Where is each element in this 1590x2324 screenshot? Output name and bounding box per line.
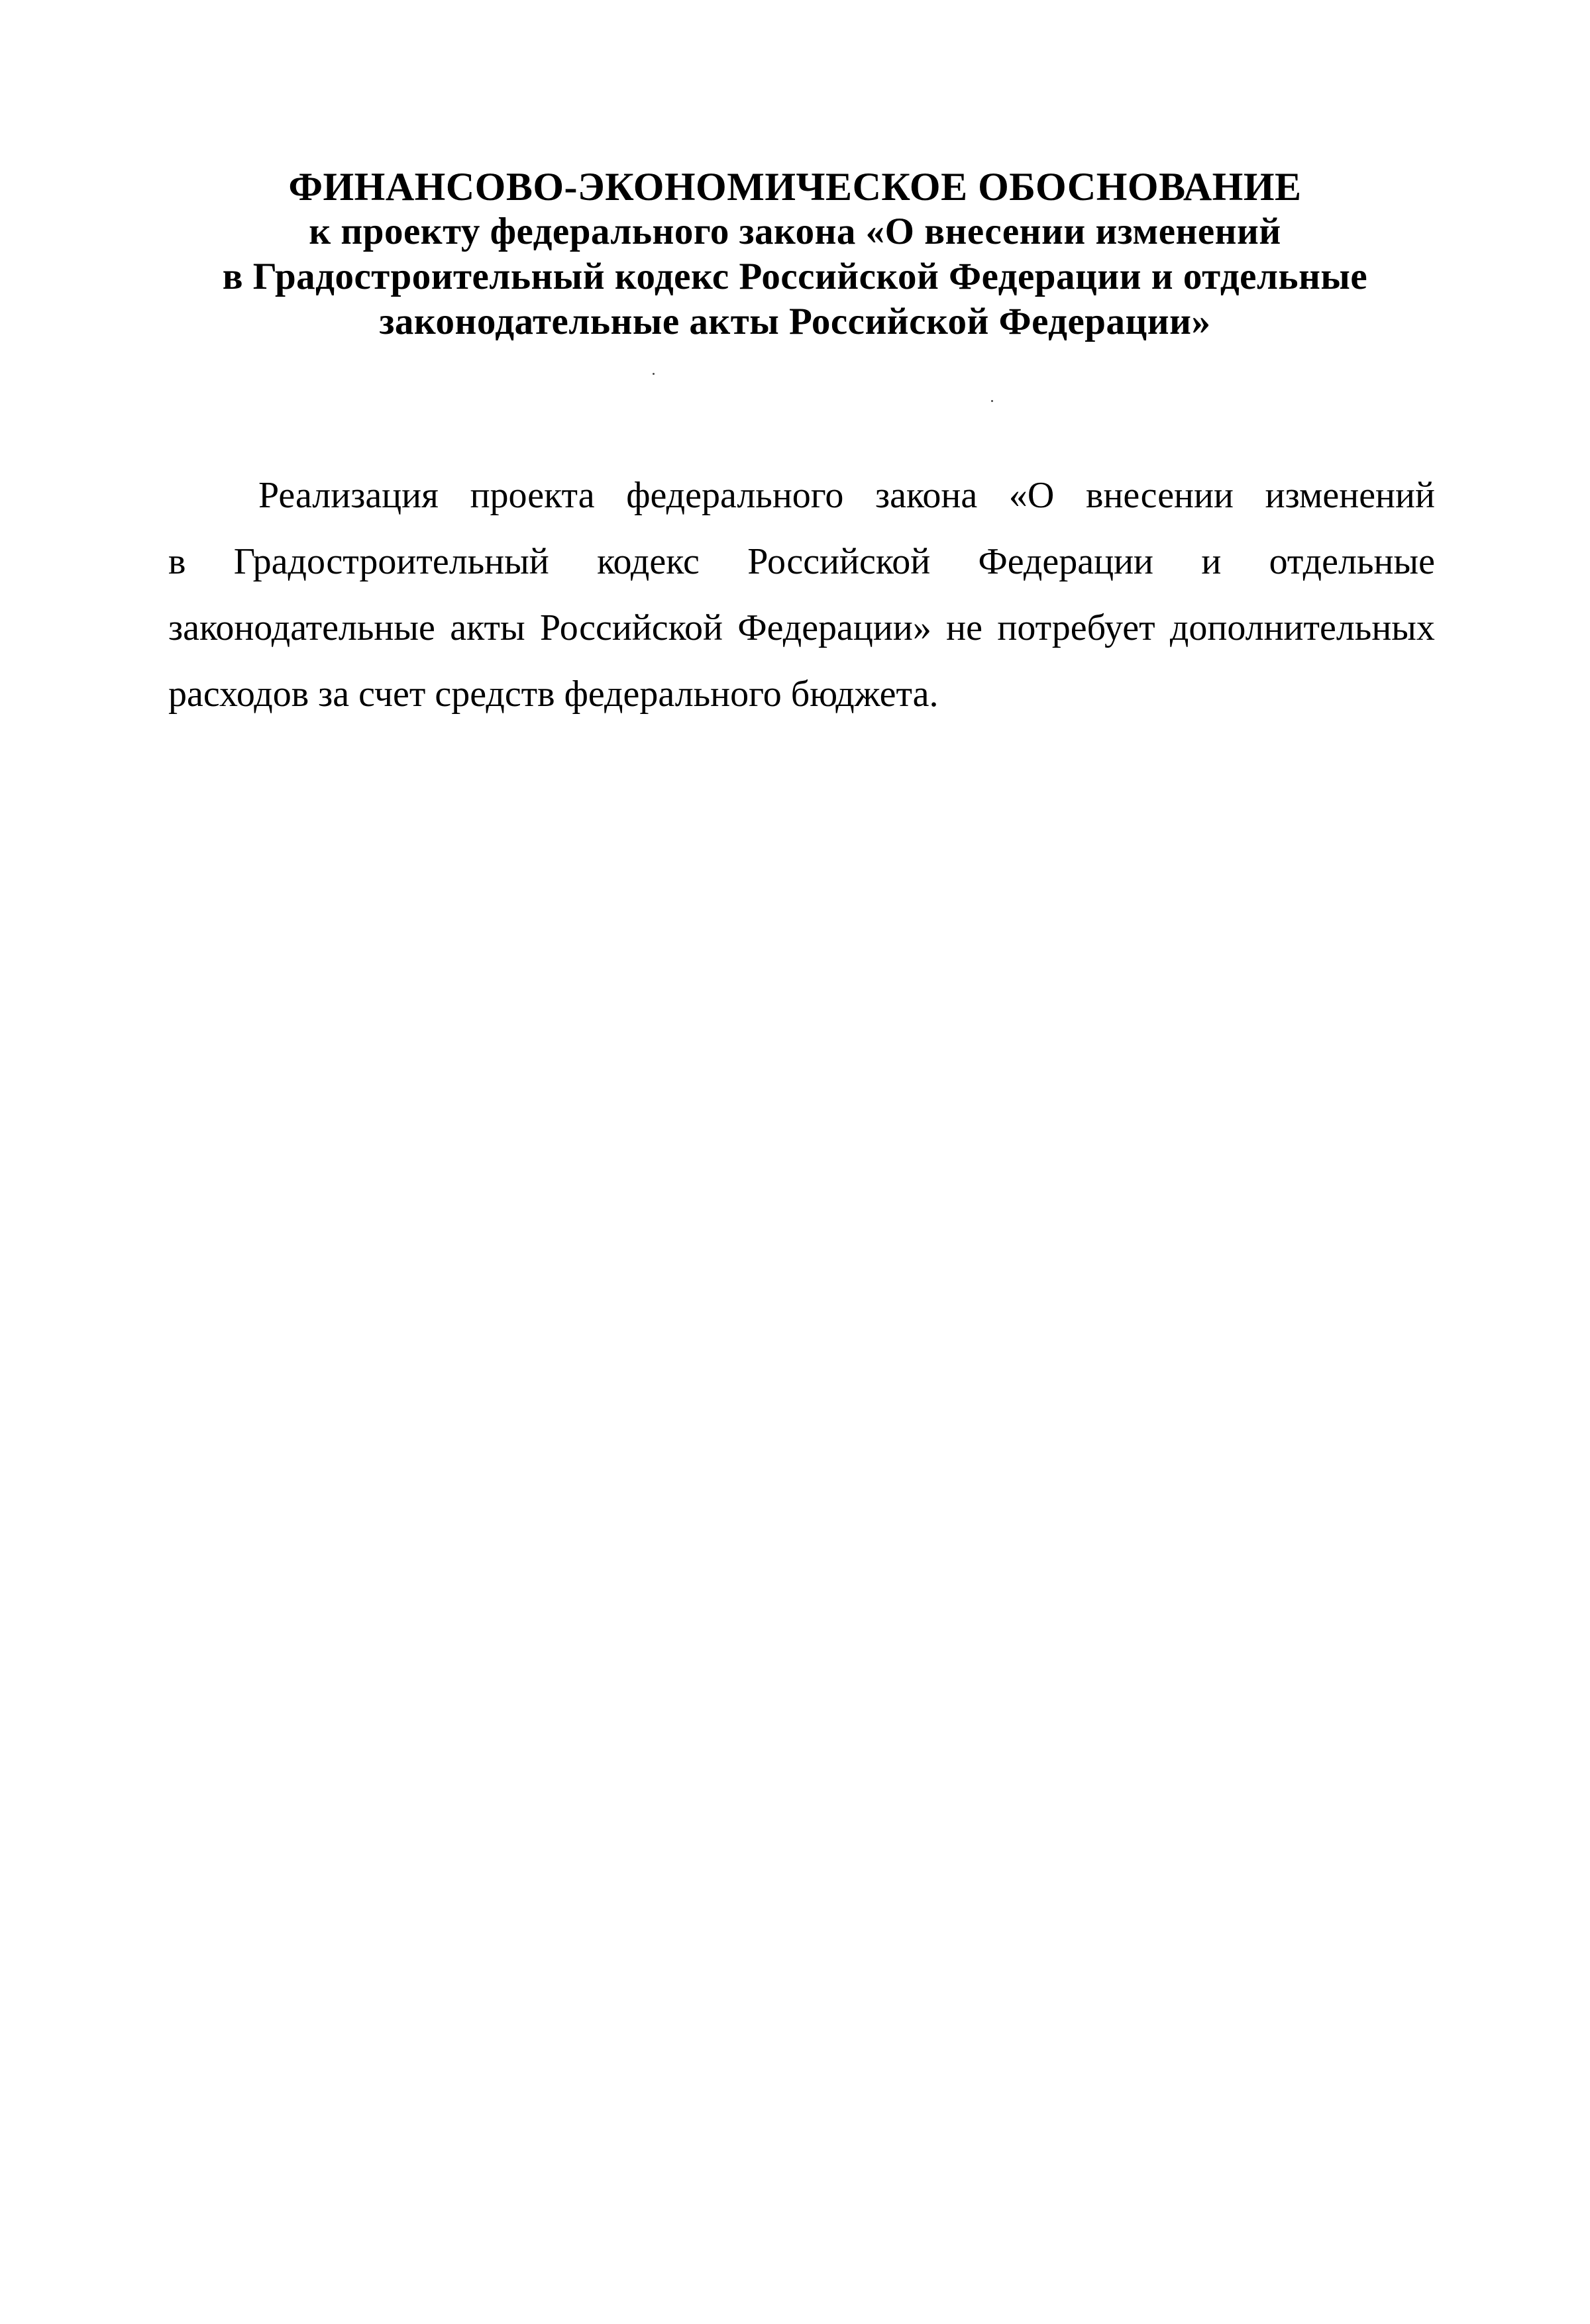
body-word: Федерации <box>978 541 1153 582</box>
body-word: изменений <box>1265 475 1435 516</box>
document-subtitle-line-2: в Градостроительный кодекс Российской Федерации и отдельные <box>222 256 1368 297</box>
document-subtitle-line-3: законодательные акты Российской Федерации» <box>379 301 1211 342</box>
body-word: Реализация <box>258 475 439 516</box>
body-word: законодательные <box>168 607 435 648</box>
body-word: дополнительных <box>1169 607 1435 648</box>
body-word: внесении <box>1086 475 1234 516</box>
document-heading <box>0 164 1590 344</box>
body-word: федерального <box>626 475 844 516</box>
body-text-last-line: расходов за счет средств федерального бюджета. <box>168 674 939 715</box>
body-word: Градостроительный <box>233 541 549 582</box>
body-word: потребует <box>997 607 1155 648</box>
body-word: Федерации» <box>737 607 931 648</box>
scan-speck <box>653 373 655 375</box>
body-word: акты <box>450 607 525 648</box>
body-word: отдельные <box>1269 541 1435 582</box>
document-body-paragraph <box>168 462 1435 727</box>
body-word: кодекс <box>597 541 700 582</box>
body-word: Российской <box>747 541 931 582</box>
body-word: в <box>168 541 186 582</box>
scan-speck <box>991 400 993 402</box>
body-line-3 <box>168 595 1435 661</box>
body-line-4 <box>168 661 1435 727</box>
body-word: закона <box>875 475 978 516</box>
body-word: проекта <box>470 475 595 516</box>
body-line-2 <box>168 529 1435 595</box>
document-title: ФИНАНСОВО-ЭКОНОМИЧЕСКОЕ ОБОСНОВАНИЕ <box>288 165 1302 209</box>
body-word: не <box>946 607 982 648</box>
body-word: «О <box>1008 475 1055 516</box>
body-line-1 <box>168 462 1435 529</box>
body-word: и <box>1201 541 1222 582</box>
body-word: Российской <box>540 607 723 648</box>
document-subtitle-line-1: к проекту федерального закона «О внесении изменений <box>309 211 1281 252</box>
